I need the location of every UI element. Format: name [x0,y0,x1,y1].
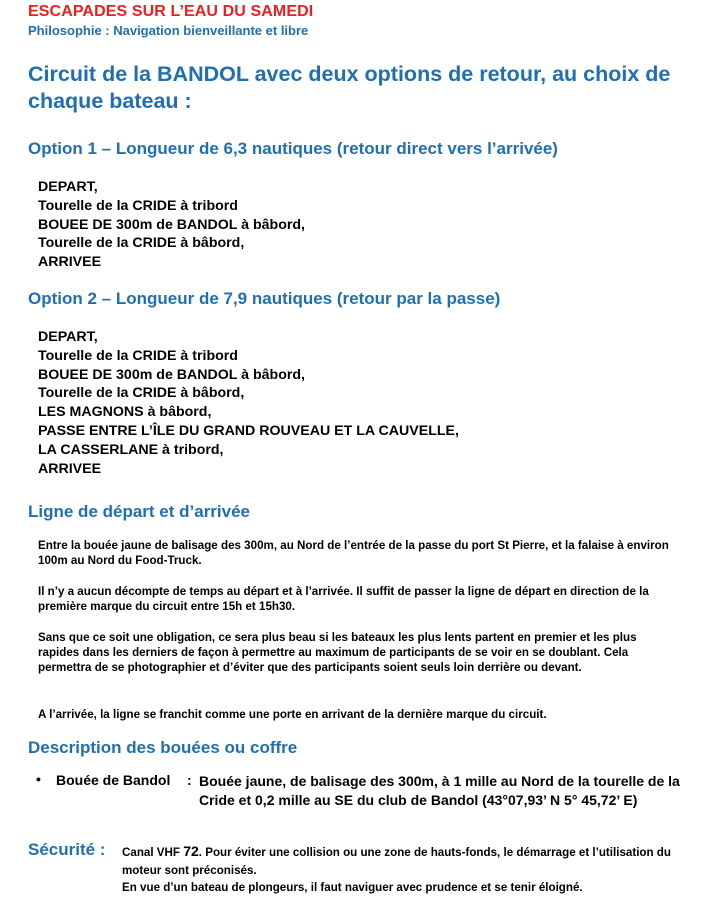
route-step: DEPART, [38,179,98,195]
route-step: Tourelle de la CRIDE à bâbord, [38,385,245,402]
line-paragraph: Entre la bouée jaune de balisage des 300m, au Nord de l’entrée de la passe du port St Pierre, et la falaise à environ 100m au Nord du Food-Truck. [38,539,669,568]
safety-text-1: . Pour éviter une collision ou une zone de hauts-fonds, le démarrage et l’utilisation du moteur sont préconisés. [122,846,671,877]
route-step: ARRIVEE [38,460,102,477]
route-step: LA CASSERLANE à tribord, [38,441,224,458]
option1-heading: Option 1 – Longueur de 6,3 nautiques (retour direct vers l’arrivée) [28,139,558,158]
line-paragraph: Sans que ce soit une obligation, ce sera plus beau si les bateaux les plus lents partent en premier et les plus rapides dans les derniers de façon à permettre au maximum de participants de se voir en se doublant. Cela permettra de se photographier et d’éviter que des participants soient seuls loin derrière ou devant. [38,631,637,675]
safety-text-2: En vue d’un bateau de plongeurs, il faut naviguer avec prudence et se tenir éloigné. [122,881,583,894]
line-paragraph: Il n’y a aucun décompte de temps au départ et à l’arrivée. Il suffit de passer la ligne de départ en direction de la première marque du circuit entre 15h et 15h30. [38,585,649,614]
route-step: LES MAGNONS à bâbord, [38,404,212,421]
route-step: BOUEE DE 300m de BANDOL à bâbord, [38,366,305,383]
document-title: ESCAPADES SUR L’EAU DU SAMEDI [28,3,314,20]
route-step: DEPART, [38,329,98,345]
buoy-description-text: Bouée jaune, de balisage des 300m, à 1 mille au Nord de la tourelle de la Cride et 0,2 mille au SE du club de Bandol (43°07,93’ N 5° 45,72’ E) [199,773,680,808]
option1-route-list [38,178,305,272]
buoy-separator: : [187,772,192,788]
route-step: Tourelle de la CRIDE à tribord [38,197,238,214]
route-step: PASSE ENTRE L’ÎLE DU GRAND ROUVEAU ET LA CAUVELLE, [38,422,459,439]
route-step: BOUEE DE 300m de BANDOL à bâbord, [38,216,305,233]
safety-label: Sécurité : [28,840,106,859]
option2-route-list [38,328,459,478]
bullet-icon: • [36,771,41,787]
safety-channel-prefix: Canal VHF [122,846,184,859]
buoy-name: Bouée de Bandol [56,772,171,788]
safety-text [122,843,682,897]
main-heading: Circuit de la BANDOL avec deux options de retour, au choix de chaque bateau : [28,62,671,113]
vhf-channel: 72 [183,843,199,859]
route-step: Tourelle de la CRIDE à bâbord, [38,235,245,252]
route-step: ARRIVEE [38,254,102,271]
line-paragraph: A l’arrivée, la ligne se franchit comme une porte en arrivant de la dernière marque du circuit. [38,708,547,721]
start-finish-line-heading: Ligne de départ et d’arrivée [28,502,251,521]
option2-heading: Option 2 – Longueur de 7,9 nautiques (retour par la passe) [28,289,501,308]
buoy-description-heading: Description des bouées ou coffre [28,738,298,757]
document-subtitle: Philosophie : Navigation bienveillante et libre [28,23,309,38]
route-step: Tourelle de la CRIDE à tribord [38,347,238,364]
